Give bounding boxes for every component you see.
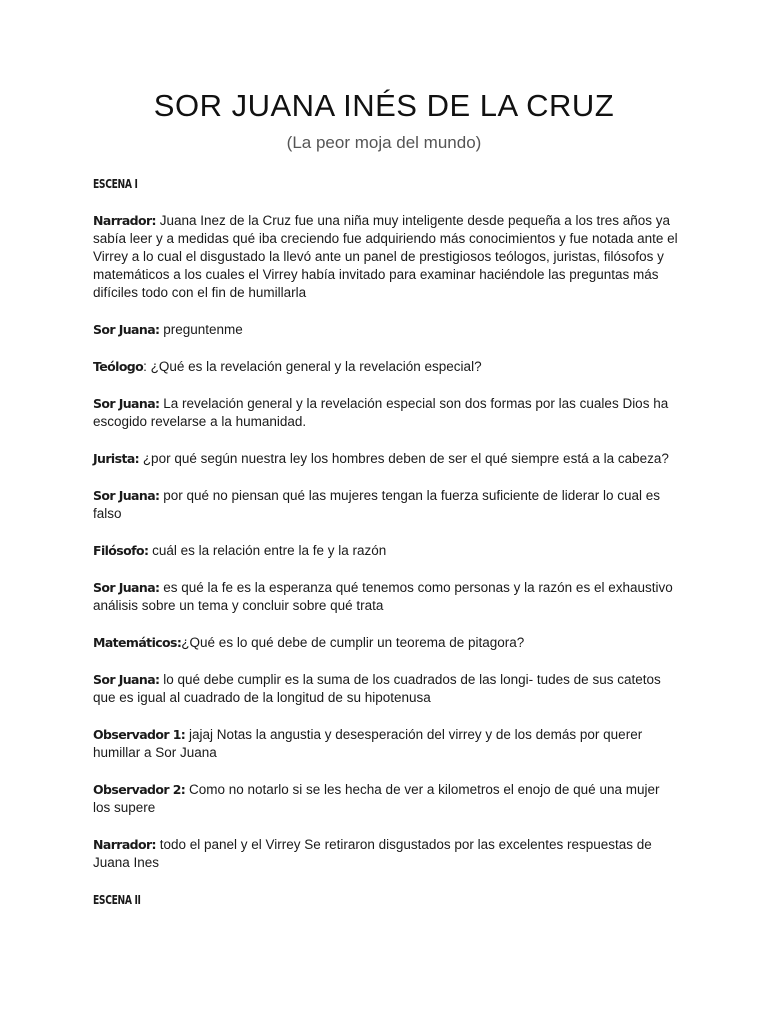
document-body <box>93 175 678 928</box>
speaker-label: Narrador: <box>93 213 156 228</box>
speaker-label: Observador 2: <box>93 782 186 797</box>
dialogue-paragraph <box>93 450 678 468</box>
dialogue-paragraph <box>93 212 678 302</box>
dialogue-text: Juana Inez de la Cruz fue una niña muy inteligente desde pequeña a los tres años ya sabía leer y a medidas qué iba creciendo fue adquiriendo más conocimientos y fue notada ante el Virrey a lo cual el disgustado la llevó ante un panel de prestigiosos teólogos, juristas, filósofos y matemáticos a los cuales el Virrey había invitado para examinar haciéndole las preguntas más difíciles todo con el fin de humillarla <box>93 213 678 300</box>
dialogue-text: cuál es la relación entre la fe y la razón <box>148 543 387 558</box>
speaker-label: Observador 1: <box>93 727 186 742</box>
speaker-label: Narrador: <box>93 837 156 852</box>
dialogue-paragraph <box>93 579 678 615</box>
dialogue-text: : ¿Qué es la revelación general y la revelación especial? <box>143 359 482 374</box>
dialogue-paragraph <box>93 634 678 652</box>
dialogue-paragraph <box>93 542 678 560</box>
speaker-label: Teólogo <box>93 359 144 374</box>
dialogue-paragraph <box>93 321 678 339</box>
dialogue-paragraph <box>93 358 678 376</box>
dialogue-paragraph <box>93 395 678 431</box>
speaker-label: Sor Juana: <box>93 396 160 411</box>
dialogue-paragraph <box>93 781 678 817</box>
speaker-label: Jurista: <box>93 451 140 466</box>
dialogue-paragraph <box>93 836 678 872</box>
document-title: SOR JUANA INÉS DE LA CRUZ <box>153 88 615 123</box>
scene-heading: ESCENA II <box>93 893 141 907</box>
dialogue-text: ¿Qué es lo qué debe de cumplir un teorema de pitagora? <box>181 635 525 650</box>
dialogue-text: ¿por qué según nuestra ley los hombres deben de ser el qué siempre está a la cabeza? <box>139 451 669 466</box>
speaker-label: Sor Juana: <box>93 672 160 687</box>
speaker-label: Sor Juana: <box>93 322 160 337</box>
speaker-label: Filósofo: <box>93 543 149 558</box>
dialogue-text: es qué la fe es la esperanza qué tenemos como personas y la razón es el exhaustivo análisis sobre un tema y concluir sobre qué trata <box>93 580 673 613</box>
speaker-label: Matemáticos: <box>93 635 182 650</box>
speaker-label: Sor Juana: <box>93 580 160 595</box>
dialogue-paragraph <box>93 726 678 762</box>
dialogue-text: por qué no piensan qué las mujeres tengan la fuerza suficiente de liderar lo cual es falso <box>93 488 660 521</box>
dialogue-text: La revelación general y la revelación especial son dos formas por las cuales Dios ha escogido revelarse a la humanidad. <box>93 396 669 429</box>
dialogue-text: todo el panel y el Virrey Se retiraron disgustados por las excelentes respuestas de Juana Ines <box>93 837 652 870</box>
dialogue-text: jajaj Notas la angustia y desesperación del virrey y de los demás por querer humillar a Sor Juana <box>93 727 643 760</box>
dialogue-text: lo qué debe cumplir es la suma de los cuadrados de las longi- tudes de sus catetos que es igual al cuadrado de la longitud de su hipotenusa <box>93 672 661 705</box>
dialogue-paragraph <box>93 671 678 707</box>
dialogue-text: Como no notarlo si se les hecha de ver a kilometros el enojo de qué una mujer los supere <box>93 782 660 815</box>
dialogue-paragraph <box>93 487 678 523</box>
scene-heading: ESCENA I <box>93 177 138 191</box>
dialogue-text: preguntenme <box>159 322 243 337</box>
speaker-label: Sor Juana: <box>93 488 160 503</box>
document-subtitle: (La peor moja del mundo) <box>286 133 482 152</box>
